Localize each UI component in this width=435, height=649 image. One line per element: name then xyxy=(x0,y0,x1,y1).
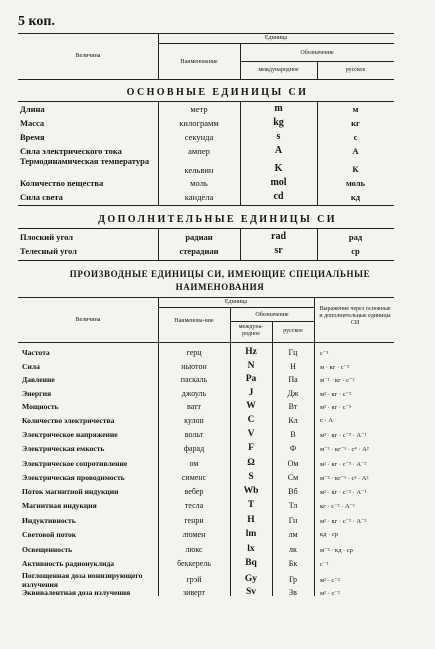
unit-name: герц xyxy=(186,348,202,357)
unit-name: стерадиан xyxy=(179,246,219,256)
unit-name: вебер xyxy=(184,487,204,496)
quantity-name: Энергия xyxy=(22,389,52,398)
quantity-name: Плоский угол xyxy=(20,232,74,242)
section-title-base-units: ОСНОВНЫЕ ЕДИНИЦЫ СИ xyxy=(126,87,309,98)
divider xyxy=(158,228,159,260)
quantity-name: Частота xyxy=(22,348,50,357)
table-row xyxy=(0,246,435,260)
unit-name: джоуль xyxy=(181,389,207,398)
unit-symbol-russian: Вт xyxy=(288,402,298,411)
unit-expression: кг · с⁻² · А⁻¹ xyxy=(320,503,355,510)
unit-symbol-international: H xyxy=(247,515,255,525)
unit-name: фарад xyxy=(183,444,205,453)
unit-symbol-international: Wb xyxy=(243,486,259,496)
unit-symbol-russian: К xyxy=(352,164,359,174)
unit-symbol-russian: Бк xyxy=(288,559,298,568)
unit-symbol-international: Ω xyxy=(247,458,255,468)
unit-name: люмен xyxy=(182,530,206,539)
table-row xyxy=(0,545,435,560)
table-row xyxy=(0,459,435,474)
quantity-name: Время xyxy=(20,132,45,142)
unit-symbol-international: lx xyxy=(247,544,255,554)
unit-name: зиверт xyxy=(182,588,206,597)
unit-expression: м⁻² · кг⁻¹ · с⁴ · А² xyxy=(320,446,369,453)
table-row xyxy=(0,473,435,488)
divider xyxy=(314,297,315,342)
unit-symbol-international: J xyxy=(248,388,254,398)
unit-expression: с · А xyxy=(320,417,333,424)
column-header-name: Наименование xyxy=(180,59,218,65)
unit-symbol-international: F xyxy=(248,443,254,453)
divider xyxy=(18,205,394,206)
unit-name: ньютон xyxy=(181,362,207,371)
unit-symbol-russian: с xyxy=(353,132,358,142)
table-row xyxy=(0,444,435,459)
quantity-name: Сила света xyxy=(20,192,63,202)
unit-symbol-russian: Тл xyxy=(288,501,298,510)
unit-expression: м² · кг · с⁻³ · А⁻² xyxy=(320,461,367,468)
unit-symbol-russian: Кл xyxy=(288,416,298,425)
quantity-name: Сила электрического тока xyxy=(20,146,122,156)
divider xyxy=(272,342,273,596)
quantity-name: Магнитная индукция xyxy=(22,501,97,510)
unit-symbol-international: Bq xyxy=(245,558,257,568)
unit-symbol-russian: кд xyxy=(350,192,361,202)
table-row xyxy=(0,402,435,417)
unit-name: моль xyxy=(190,178,208,188)
unit-name: метр xyxy=(190,104,208,114)
column-header-unit: Единица xyxy=(264,35,288,41)
column-header-international: междуна-родное xyxy=(238,324,264,337)
divider xyxy=(158,101,159,205)
unit-expression: с⁻¹ xyxy=(320,561,329,568)
unit-name: беккерель xyxy=(177,559,211,568)
unit-symbol-international: lm xyxy=(245,529,257,539)
table-row xyxy=(0,156,435,175)
divider xyxy=(317,228,318,260)
quantity-name: Поглощенная доза ионизирующего излучения xyxy=(22,571,143,589)
unit-name: ампер xyxy=(188,146,210,156)
unit-symbol-international: cd xyxy=(273,191,284,202)
quantity-name: Телесный угол xyxy=(20,246,77,256)
column-header-designation: Обозначение xyxy=(255,312,289,318)
unit-symbol-international: mol xyxy=(270,177,287,188)
quantity-name: Электрическая емкость xyxy=(22,444,105,453)
table-row xyxy=(0,348,435,363)
unit-name: тесла xyxy=(184,501,204,510)
unit-name: люкс xyxy=(185,545,203,554)
column-header-designation: Обозначение xyxy=(300,50,334,56)
unit-expression: м² · кг · с⁻³ · А⁻¹ xyxy=(320,432,367,439)
section-title-supplementary-units: ДОПОЛНИТЕЛЬНЫЕ ЕДИНИЦЫ СИ xyxy=(98,214,337,225)
column-header-unit: Единица xyxy=(224,299,248,305)
table-row xyxy=(0,501,435,516)
table-row xyxy=(0,178,435,192)
unit-expression: м² · кг · с⁻² · А⁻¹ xyxy=(320,489,367,496)
quantity-name: Активность радионуклида xyxy=(22,559,115,568)
section-title-derived-units xyxy=(40,268,400,294)
unit-name: ватт xyxy=(186,402,201,411)
divider xyxy=(158,307,314,308)
unit-symbol-international: kg xyxy=(273,117,284,128)
divider xyxy=(158,43,394,44)
table-row xyxy=(0,104,435,118)
quantity-name: Электрическое сопротивление xyxy=(22,459,128,468)
divider xyxy=(18,260,394,261)
unit-symbol-russian: См xyxy=(287,473,299,482)
unit-symbol-russian: лк xyxy=(289,545,297,554)
unit-name: ом xyxy=(189,459,199,468)
unit-name: паскаль xyxy=(180,375,208,384)
quantity-name: Освещенность xyxy=(22,545,73,554)
table-row xyxy=(0,132,435,146)
unit-symbol-russian: рад xyxy=(348,232,363,242)
unit-name: радиан xyxy=(185,232,213,242)
unit-symbol-international: rad xyxy=(271,231,286,242)
unit-symbol-russian: кг xyxy=(351,118,360,128)
unit-symbol-russian: Па xyxy=(288,375,298,384)
unit-expression: м² · кг · с⁻³ xyxy=(320,404,351,411)
quantity-name: Давление xyxy=(22,375,55,384)
table-row xyxy=(0,192,435,206)
unit-expression: кд · ср xyxy=(320,531,339,538)
unit-symbol-russian: В xyxy=(290,430,296,439)
column-header-russian: русское xyxy=(345,67,366,73)
table-row xyxy=(0,588,435,603)
column-header-expression: Выражение через основные и дополнительные единицы СИ xyxy=(319,306,391,326)
unit-symbol-international: C xyxy=(247,415,255,425)
unit-symbol-international: N xyxy=(247,361,255,371)
unit-expression: м² · с⁻² xyxy=(320,590,340,597)
unit-symbol-russian: Н xyxy=(290,362,296,371)
quantity-name: Электрическое напряжение xyxy=(22,430,118,439)
unit-name: вольт xyxy=(184,430,204,439)
unit-symbol-russian: Ом xyxy=(287,459,299,468)
unit-symbol-russian: лм xyxy=(288,530,298,539)
unit-symbol-international: S xyxy=(248,472,254,482)
unit-symbol-international: Pa xyxy=(245,374,257,384)
divider xyxy=(18,228,394,229)
divider xyxy=(240,101,241,205)
unit-symbol-international: K xyxy=(274,163,283,174)
unit-name: грэй xyxy=(186,575,202,584)
unit-name: килограмм xyxy=(179,118,219,128)
unit-expression: м⁻¹ · кг · с⁻² xyxy=(320,377,355,384)
unit-symbol-russian: Дж xyxy=(287,389,299,398)
divider xyxy=(158,342,159,596)
unit-symbol-russian: Гц xyxy=(288,348,298,357)
unit-symbol-international: sr xyxy=(274,245,283,256)
divider xyxy=(18,342,394,343)
unit-symbol-russian: Гр xyxy=(288,575,298,584)
unit-expression: м⁻² · кд · ср xyxy=(320,547,353,554)
unit-symbol-international: m xyxy=(274,103,283,114)
unit-expression: м² · с⁻² xyxy=(320,577,340,584)
divider xyxy=(240,228,241,260)
table-row xyxy=(0,487,435,502)
section-title-line-1: ПРОИЗВОДНЫЕ ЕДИНИЦЫ СИ, ИМЕЮЩИЕ СПЕЦИАЛЬНЫЕ xyxy=(69,269,371,279)
quantity-name: Длина xyxy=(20,104,45,114)
column-header-name: Наименова-ние xyxy=(174,318,214,324)
quantity-name: Поток магнитной индукции xyxy=(22,487,119,496)
unit-symbol-russian: Зв xyxy=(289,588,297,597)
unit-symbol-international: Gy xyxy=(244,574,258,584)
unit-symbol-russian: Вб xyxy=(288,487,298,496)
unit-symbol-russian: м xyxy=(352,104,359,114)
unit-symbol-international: s xyxy=(276,131,281,142)
unit-name: кельвин xyxy=(184,165,214,175)
unit-symbol-russian: ср xyxy=(351,246,360,256)
unit-symbol-international: Sv xyxy=(245,587,257,597)
column-header-quantity: Величина xyxy=(75,317,101,323)
divider xyxy=(230,342,231,596)
unit-name: сименс xyxy=(181,473,207,482)
divider xyxy=(18,33,394,34)
page-number: 5 коп. xyxy=(18,14,55,29)
unit-symbol-russian: А xyxy=(352,146,359,156)
quantity-name: Эквивалентная доза излучения xyxy=(22,588,131,597)
table-row xyxy=(0,232,435,246)
unit-name: кулон xyxy=(184,416,204,425)
table-row xyxy=(0,430,435,445)
divider xyxy=(18,297,394,298)
unit-symbol-international: Hz xyxy=(245,347,257,357)
divider xyxy=(18,79,394,80)
quantity-name: Термодинамическая температура xyxy=(20,156,150,166)
unit-symbol-russian: Гн xyxy=(288,516,298,525)
quantity-name: Электрическая проводимость xyxy=(22,473,125,482)
quantity-name: Масса xyxy=(20,118,45,128)
unit-symbol-international: T xyxy=(247,500,255,510)
unit-expression: м² · кг · с⁻² xyxy=(320,391,351,398)
table-row xyxy=(0,516,435,531)
unit-expression: м · кг · с⁻² xyxy=(320,364,350,371)
column-header-international: международное xyxy=(258,67,299,73)
quantity-name: Количество вещества xyxy=(20,178,104,188)
quantity-name: Сила xyxy=(22,362,40,371)
quantity-name: Количество электричества xyxy=(22,416,115,425)
unit-expression: м⁻² · кг⁻¹ · с³ · А² xyxy=(320,475,369,482)
unit-symbol-international: W xyxy=(246,401,256,411)
unit-symbol-russian: моль xyxy=(345,178,366,188)
unit-symbol-russian: Ф xyxy=(289,444,297,453)
unit-symbol-international: A xyxy=(274,145,283,156)
section-title-line-2: НАИМЕНОВАНИЯ xyxy=(175,282,265,292)
table-row xyxy=(0,530,435,545)
column-header-quantity: Величина xyxy=(75,53,101,59)
table-row xyxy=(0,375,435,390)
unit-name: генри xyxy=(184,516,204,525)
quantity-name: Световой поток xyxy=(22,530,77,539)
unit-expression: м² · кг · с⁻² · А⁻² xyxy=(320,518,367,525)
column-header-russian: русское xyxy=(283,328,303,334)
unit-name: секунда xyxy=(184,132,214,142)
quantity-name: Индуктивность xyxy=(22,516,76,525)
unit-symbol-international: V xyxy=(247,429,255,439)
table-row xyxy=(0,416,435,431)
divider xyxy=(317,101,318,205)
quantity-name: Мощность xyxy=(22,402,59,411)
table-row xyxy=(0,118,435,132)
unit-name: кандела xyxy=(184,192,214,202)
unit-expression: с⁻¹ xyxy=(320,350,329,357)
divider xyxy=(314,342,315,596)
divider xyxy=(18,101,394,102)
